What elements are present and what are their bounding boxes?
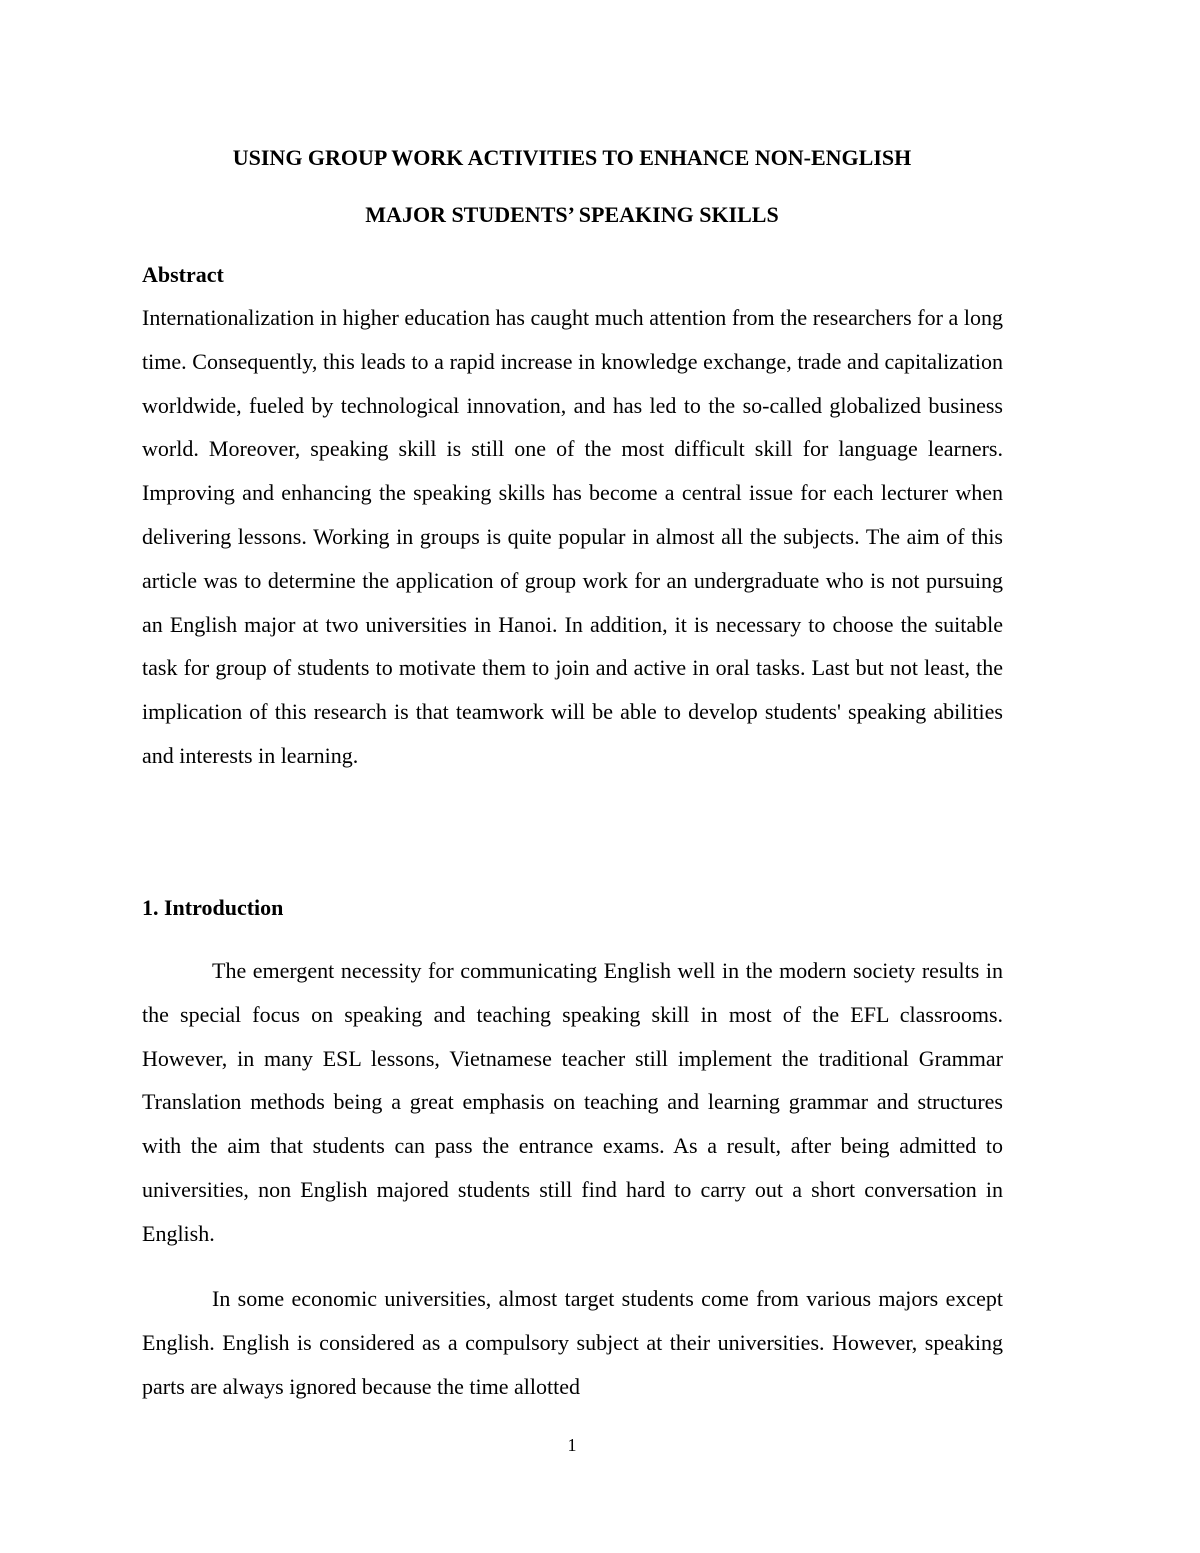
abstract-heading: Abstract — [142, 262, 224, 287]
abstract-paragraph: Internationalization in higher education has caught much attention from the researchers for a long time. Consequently, this leads to a rapid increase in knowledge exchange, trade and capitalization worldwide, fueled by technological innovation, and has led to the so-called globalized business world. Moreover, speaking skill is still one of the most difficult skill for language learners. Improving and enhancing the speaking skills has become a central issue for each lecturer when delivering lessons. Working in groups is quite popular in almost all the subjects. The aim of this article was to determine the application of group work for an undergraduate who is not pursuing an English major at two universities in Hanoi. In addition, it is necessary to choose the suitable task for group of students to motivate them to join and active in oral tasks. Last but not least, the implication of this research is that teamwork will be able to develop students' speaking abilities and interests in learning. — [142, 305, 1003, 768]
page-number: 1 — [567, 1435, 577, 1455]
title-line-2: MAJOR STUDENTS’ SPEAKING SKILLS — [365, 202, 779, 227]
introduction-paragraph-2: In some economic universities, almost target students come from various majors except English. English is considered as a compulsory subject at their universities. However, speaking parts are always ignored because the time allotted — [142, 1286, 1003, 1399]
introduction-paragraph-1: The emergent necessity for communicating English well in the modern society results in the special focus on speaking and teaching speaking skill in most of the EFL classrooms. However, in many ESL lessons, Vietnamese teacher still implement the traditional Grammar Translation methods being a great emphasis on teaching and learning grammar and structures with the aim that students can pass the entrance exams. As a result, after being admitted to universities, non English majored students still find hard to carry out a short conversation in English. — [142, 958, 1003, 1246]
introduction-heading: 1. Introduction — [142, 895, 284, 920]
title-line-1: USING GROUP WORK ACTIVITIES TO ENHANCE NON-ENGLISH — [232, 145, 912, 170]
